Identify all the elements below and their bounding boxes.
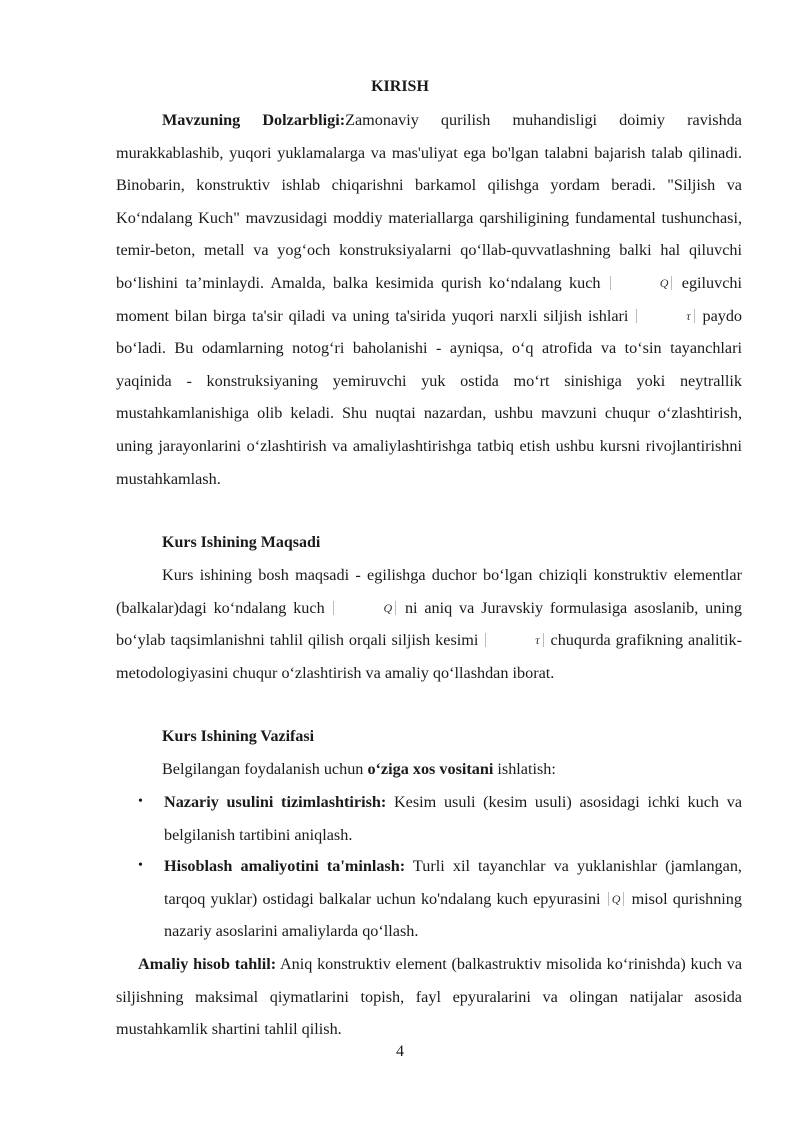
amaliy-paragraph bbox=[116, 948, 742, 1046]
bullet-text: Kesim usuli (kesim usuli) asosidagi ichki kuch va belgilanish tartibini aniqlash. bbox=[164, 793, 742, 844]
maqsad-heading: Kurs Ishining Maqsadi bbox=[162, 534, 321, 551]
shear-force-symbol: Q bbox=[610, 276, 673, 290]
bullet-dot-icon: • bbox=[138, 858, 143, 873]
amaliy-text: Aniq konstruktiv element (balkastruktiv misolida koʻrinishda) kuch va siljishning maksimal qiymatlarini topish, fayl epyuralarini va olingan natijalar asosida mustahkamlik shartini tahlil qilish. bbox=[116, 955, 742, 1039]
bullet-dot-icon: • bbox=[138, 794, 143, 809]
shear-stress-symbol: τ bbox=[485, 633, 543, 647]
vazifa-lead-bold: oʻziga xos vositani bbox=[367, 760, 494, 778]
maqsad-paragraph bbox=[116, 559, 742, 689]
shear-stress-symbol: τ bbox=[636, 309, 694, 323]
intro-text-2: egiluvchi moment bilan birga ta'sir qiladi va uning ta'sirida yuqori narxli siljish ishlari bbox=[116, 273, 743, 325]
shear-force-symbol: Q bbox=[333, 601, 396, 615]
bullet-item bbox=[164, 850, 742, 948]
bullet-text: Turli xil tayanchlar va yuklanishlar (jamlangan, tarqoq yuklar) ostidagi balkalar uchun ko'ndalang kuch epyurasini bbox=[164, 857, 742, 908]
bullet-bold: Nazariy usulini tizimlashtirish: bbox=[164, 793, 387, 811]
maqsad-text-1: Kurs ishining bosh maqsadi - egilishga duchor boʻlgan chiziqli konstruktiv elementlar (balkalar)dagi koʻndalang kuch bbox=[116, 566, 742, 617]
intro-text-3: paydo boʻladi. Bu odamlarning notogʻri baholanishi - ayniqsa, oʻq atrofida va toʻsin tayanchlari yaqinida - konstruksiyaning yemiruvchi yuk ostida moʻrt sinishiga yoki neytrallik mustahkamlanishiga olib keladi. Shu nuqtai nazardan, ushbu mavzuni chuqur oʻzlashtirish, uning jarayonlarini oʻzlashtirish va amaliylashtirishga tatbiq etish ushbu kursni rivojlantirishni mustahkamlash. bbox=[116, 306, 743, 488]
intro-paragraph bbox=[116, 104, 742, 495]
bullet-bold: Hisoblash amaliyotini ta'minlash: bbox=[164, 857, 406, 875]
vazifa-lead-pre: Belgilangan foydalanish uchun bbox=[162, 760, 368, 778]
vazifa-heading: Kurs Ishining Vazifasi bbox=[162, 728, 315, 745]
intro-text-1: Zamonaviy qurilish muhandisligi doimiy ravishda murakkablashib, yuqori yuklamalarga va mas'uliyat ega bo'lgan talabni bajarish talab qilinadi. Binobarin, konstruktiv ishlab chiqarishni barkamol qilishga yordam beradi. "Siljish va Koʻndalang Kuch" mavzusidagi moddiy materiallarga qarshiligining fundamental tushunchasi, temir-beton, metall va yogʻoch konstruksiyalarni qoʻllab-quvvatlashning balki hal qiluvchi boʻlishini taʼminlaydi. Amalda, balka kesimida qurish koʻndalang kuch bbox=[116, 111, 742, 292]
intro-label: Mavzuning Dolzarbligi: bbox=[162, 111, 346, 129]
page-heading: KIRISH bbox=[371, 78, 429, 95]
bullet-text-2: misol qurishning nazariy asoslarini amaliylarda qoʻllash. bbox=[164, 889, 742, 941]
amaliy-bold: Amaliy hisob tahlil: bbox=[138, 955, 277, 973]
maqsad-text-2: ni aniq va Juravskiy formulasiga asoslanib, uning boʻylab taqsimlanishni tahlil qilish orqali siljish kesimi bbox=[116, 598, 742, 650]
vazifa-lead bbox=[162, 758, 556, 780]
vazifa-lead-post: ishlatish: bbox=[493, 760, 556, 778]
bullet-item bbox=[164, 786, 742, 851]
shear-force-symbol: Q bbox=[608, 892, 625, 906]
page-number: 4 bbox=[396, 1043, 404, 1060]
maqsad-text-3: chuqurda grafikning analitik-metodologiyasini chuqur oʻzlashtirish va amaliy qoʻllashdan iborat. bbox=[116, 631, 742, 682]
